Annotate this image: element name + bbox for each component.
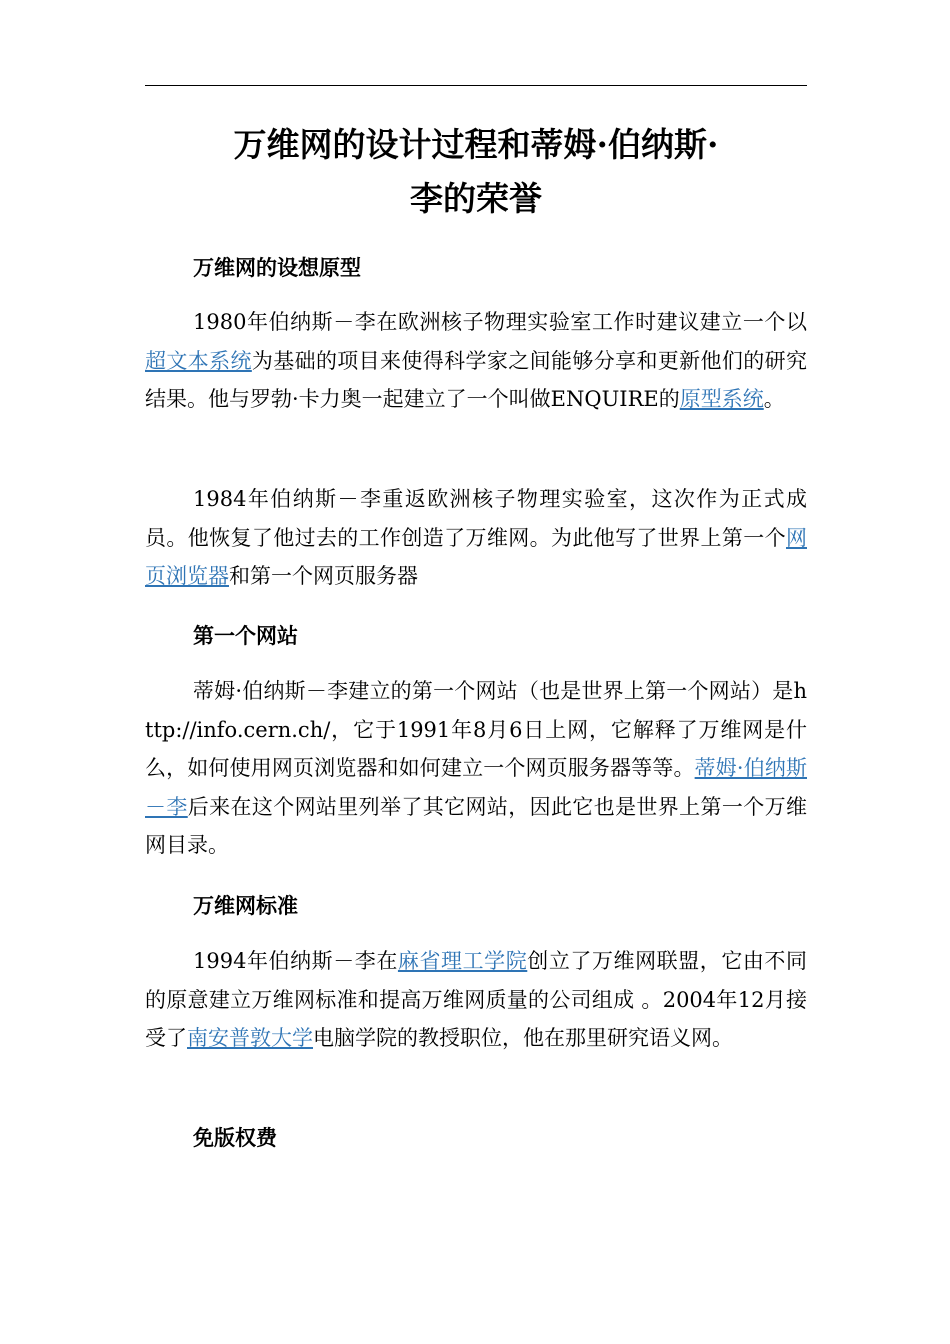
link-web-browser[interactable]: 网页浏览器 <box>145 525 807 589</box>
document-title <box>145 118 807 226</box>
section-heading-prototype: 万维网的设想原型 <box>193 255 361 280</box>
link-mit[interactable]: 麻省理工学院 <box>397 949 528 973</box>
paragraph-1984: 1984年伯纳斯－李重返欧洲核子物理实验室，这次作为正式成员。他恢复了他过去的工作创造了万维网。为此他写了世界上第一个网页浏览器和第一个网页服务器 <box>145 487 807 589</box>
link-hypertext-system[interactable]: 超文本系统 <box>145 348 252 373</box>
section-heading-web-standards: 万维网标准 <box>193 893 298 918</box>
link-tim-berners-lee[interactable]: 蒂姆·伯纳斯－李 <box>145 756 807 819</box>
paragraph-1980: 1980年伯纳斯－李在欧洲核子物理实验室工作时建议建立一个以超文本系统为基础的项目来使得科学家之间能够分享和更新他们的研究结果。他与罗勃·卡力奥一起建立了一个叫做ENQUIRE的原型系统。 <box>145 310 808 412</box>
title-line-2: 李的荣誉 <box>410 179 542 218</box>
link-southampton[interactable]: 南安普敦大学 <box>187 1026 313 1051</box>
section-heading-royalty-free: 免版权费 <box>193 1125 277 1150</box>
paragraph-first-website: 蒂姆·伯纳斯－李建立的第一个网站（也是世界上第一个网站）是http://info.cern.ch/，它于1991年8月6日上网，它解释了万维网是什么，如何使用网页浏览器和如何建立一个网页服务器等等。蒂姆·伯纳斯－李后来在这个网站里列举了其它网站，因此它也是世界上第一个万维网目录。 <box>145 679 807 858</box>
paragraph-web-standards: 1994年伯纳斯－李在麻省理工学院创立了万维网联盟，它由不同的原意建立万维网标准和提高万维网质量的公司组成 。2004年12月接受了南安普敦大学电脑学院的教授职位，他在那里研究语义网。 <box>145 949 807 1051</box>
section-heading-first-website: 第一个网站 <box>193 623 298 648</box>
link-prototype-system[interactable]: 原型系统 <box>679 387 764 412</box>
header-rule <box>145 85 807 86</box>
title-line-1: 万维网的设计过程和蒂姆·伯纳斯· <box>233 125 719 164</box>
